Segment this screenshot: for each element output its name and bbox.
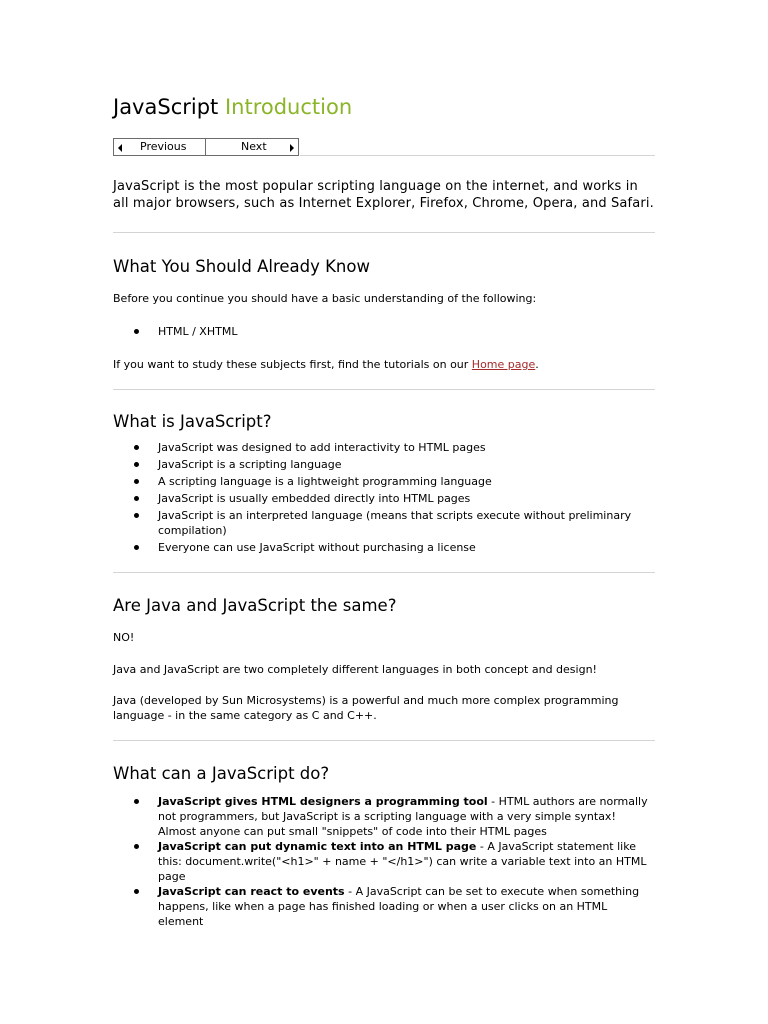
list-item xyxy=(113,839,655,884)
list-item xyxy=(113,794,655,839)
divider xyxy=(113,572,655,573)
previous-label: Previous xyxy=(140,140,187,153)
next-label: Next xyxy=(241,140,267,153)
list-item-text: - A JavaScript statement like this: document.write("<h1>" + name + "</h1>") can write a variable text into an HTML page xyxy=(158,840,647,883)
cando-list xyxy=(113,794,655,929)
section-heading-same: Are Java and JavaScript the same? xyxy=(113,596,397,615)
divider xyxy=(113,740,655,741)
section-heading-cando: What can a JavaScript do? xyxy=(113,764,330,783)
same-paragraph-1: Java and JavaScript are two completely different languages in both concept and design! xyxy=(113,663,597,676)
arrow-right-icon xyxy=(290,144,294,152)
list-item: A scripting language is a lightweight programming language xyxy=(113,474,655,489)
title-accent: Introduction xyxy=(224,95,353,119)
section-heading-know: What You Should Already Know xyxy=(113,257,370,276)
intro-paragraph: JavaScript is the most popular scripting language on the internet, and works in all major browsers, such as Internet Explorer, Firefox, Chrome, Opera, and Safari. xyxy=(113,179,654,211)
home-page-link[interactable]: Home page xyxy=(471,358,536,371)
list-item-bold: JavaScript can react to events xyxy=(158,885,345,898)
previous-button[interactable] xyxy=(113,138,206,156)
study-end: . xyxy=(535,358,539,371)
study-text: If you want to study these subjects first, find the tutorials on our xyxy=(113,358,472,371)
main-content xyxy=(113,92,655,929)
title-main: JavaScript xyxy=(113,95,219,119)
list-item-text: - HTML authors are normally not programmers, but JavaScript is a scripting language with a very simple syntax! Almost anyone can put small "snippets" of code into their HTML pages xyxy=(158,795,648,838)
next-button[interactable] xyxy=(206,138,299,156)
page-title xyxy=(113,92,655,122)
list-item xyxy=(113,884,655,929)
list-item-bold: JavaScript can put dynamic text into an HTML page xyxy=(158,840,477,853)
same-answer: NO! xyxy=(113,631,135,644)
section-heading-whatis: What is JavaScript? xyxy=(113,412,272,431)
arrow-left-icon xyxy=(118,144,122,152)
list-item-bold: JavaScript gives HTML designers a programming tool xyxy=(158,795,488,808)
list-item: JavaScript was designed to add interactivity to HTML pages xyxy=(113,440,655,455)
list-item: JavaScript is usually embedded directly into HTML pages xyxy=(113,491,655,506)
list-item: JavaScript is an interpreted language (means that scripts execute without preliminary compilation) xyxy=(113,508,655,538)
pager-nav xyxy=(113,138,655,156)
divider xyxy=(113,232,655,233)
list-item: HTML / XHTML xyxy=(113,324,655,339)
list-item: JavaScript is a scripting language xyxy=(113,457,655,472)
list-item-text: - A JavaScript can be set to execute when something happens, like when a page has finished loading or when a user clicks on an HTML element xyxy=(158,885,640,928)
know-lead: Before you continue you should have a basic understanding of the following: xyxy=(113,292,537,305)
know-list xyxy=(113,324,655,339)
divider xyxy=(300,155,655,156)
whatis-list xyxy=(113,440,655,555)
study-paragraph xyxy=(113,357,655,372)
divider xyxy=(113,389,655,390)
list-item: Everyone can use JavaScript without purchasing a license xyxy=(113,540,655,555)
same-paragraph-2: Java (developed by Sun Microsystems) is a powerful and much more complex programming language - in the same category as C and C++. xyxy=(113,694,619,722)
